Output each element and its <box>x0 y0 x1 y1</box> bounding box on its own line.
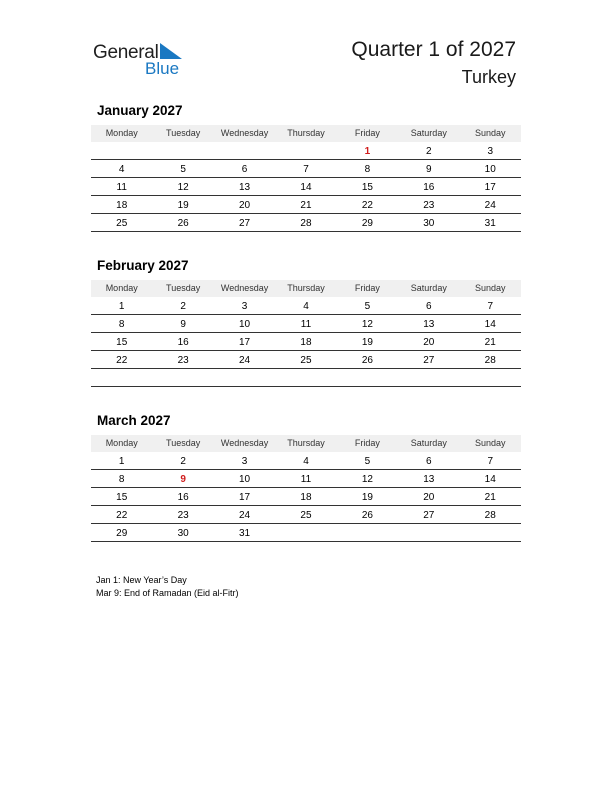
day-cell: 24 <box>238 510 251 521</box>
day-cell: 7 <box>303 164 309 175</box>
day-cell: 31 <box>238 528 251 539</box>
day-cell: 20 <box>423 492 435 503</box>
empty-day-cell <box>275 142 336 159</box>
week-row <box>91 315 521 333</box>
day-cell: 24 <box>484 200 496 211</box>
day-cell: 9 <box>426 164 432 175</box>
day-cell: 11 <box>300 319 312 330</box>
day-cell: 15 <box>361 182 373 193</box>
week-row <box>91 470 521 488</box>
day-cell: 9 <box>180 474 186 485</box>
day-cell: 11 <box>116 182 127 193</box>
day-cell: 30 <box>177 528 189 539</box>
month-title: March 2027 <box>97 413 171 428</box>
week-row <box>91 524 521 542</box>
day-cell: 23 <box>177 355 189 366</box>
day-cell: 23 <box>423 200 435 211</box>
empty-day-cell <box>214 369 275 386</box>
week-grid <box>91 297 521 387</box>
day-cell: 28 <box>484 510 496 521</box>
month-title: January 2027 <box>97 103 183 118</box>
day-cell: 13 <box>423 319 435 330</box>
day-cell: 28 <box>300 218 312 229</box>
week-row <box>91 196 521 214</box>
day-cell: 23 <box>177 510 189 521</box>
day-cell: 16 <box>177 337 189 348</box>
day-cell: 5 <box>364 456 371 467</box>
day-cell: 21 <box>484 337 496 348</box>
day-cell: 7 <box>487 301 494 312</box>
day-cell: 17 <box>238 337 251 348</box>
week-row <box>91 178 521 196</box>
empty-day-cell <box>275 524 336 541</box>
day-cell: 2 <box>180 456 186 467</box>
day-cell: 22 <box>361 200 373 211</box>
day-cell: 4 <box>118 164 125 175</box>
day-cell: 26 <box>361 355 373 366</box>
day-cell: 19 <box>361 492 373 503</box>
empty-day-cell <box>460 369 521 386</box>
brand-logo <box>93 40 193 80</box>
day-cell: 9 <box>180 319 186 330</box>
empty-day-cell <box>275 369 336 386</box>
weekday-label: Friday <box>354 128 380 138</box>
day-cell: 10 <box>238 319 251 330</box>
empty-day-cell <box>91 142 152 159</box>
day-cell: 17 <box>484 182 496 193</box>
week-row <box>91 506 521 524</box>
weekday-label: Saturday <box>410 283 447 293</box>
day-cell: 19 <box>177 200 189 211</box>
day-cell: 12 <box>361 319 373 330</box>
week-row <box>91 297 521 315</box>
day-cell: 21 <box>300 200 312 211</box>
day-cell: 6 <box>241 164 248 175</box>
week-row <box>91 488 521 506</box>
empty-day-cell <box>337 369 398 386</box>
week-grid <box>91 142 521 232</box>
weekday-label: Monday <box>105 438 138 448</box>
day-cell: 27 <box>423 510 435 521</box>
day-cell: 20 <box>238 200 251 211</box>
day-cell: 20 <box>423 337 435 348</box>
month-march <box>91 413 521 542</box>
empty-day-cell <box>91 369 152 386</box>
weekday-label: Friday <box>354 438 380 448</box>
day-cell: 31 <box>484 218 496 229</box>
weekday-label: Monday <box>105 128 138 138</box>
day-cell: 6 <box>426 456 432 467</box>
day-cell: 27 <box>423 355 435 366</box>
day-cell: 18 <box>300 337 312 348</box>
day-cell: 16 <box>423 182 435 193</box>
day-cell: 15 <box>116 337 128 348</box>
day-cell: 26 <box>177 218 189 229</box>
weekday-header <box>91 125 521 142</box>
day-cell: 28 <box>484 355 496 366</box>
weekday-label: Wednesday <box>220 438 269 448</box>
page-title: Quarter 1 of 2027 <box>351 38 516 61</box>
day-cell: 12 <box>361 474 373 485</box>
day-cell: 14 <box>300 182 312 193</box>
day-cell: 1 <box>118 301 125 312</box>
holiday-note: Mar 9: End of Ramadan (Eid al-Fitr) <box>96 588 239 598</box>
week-row <box>91 369 521 387</box>
weekday-label: Wednesday <box>220 283 269 293</box>
week-row <box>91 160 521 178</box>
day-cell: 13 <box>238 182 251 193</box>
day-cell: 22 <box>116 510 128 521</box>
day-cell: 12 <box>177 182 189 193</box>
day-cell: 17 <box>238 492 251 503</box>
day-cell: 2 <box>180 301 186 312</box>
weekday-label: Thursday <box>287 438 325 448</box>
weekday-label: Saturday <box>410 128 447 138</box>
day-cell: 6 <box>426 301 432 312</box>
day-cell: 1 <box>364 146 371 157</box>
weekday-label: Tuesday <box>166 128 201 138</box>
day-cell: 19 <box>361 337 373 348</box>
weekday-label: Sunday <box>474 438 506 448</box>
page-subtitle: Turkey <box>461 67 516 87</box>
day-cell: 5 <box>364 301 371 312</box>
day-cell: 4 <box>303 456 309 467</box>
day-cell: 3 <box>241 456 248 467</box>
weekday-header <box>91 280 521 297</box>
weekday-label: Sunday <box>474 283 506 293</box>
weekday-label: Monday <box>105 283 138 293</box>
week-row <box>91 214 521 232</box>
day-cell: 25 <box>300 510 312 521</box>
empty-day-cell <box>398 369 459 386</box>
day-cell: 16 <box>177 492 189 503</box>
weekday-label: Wednesday <box>220 128 269 138</box>
month-february <box>91 258 521 387</box>
day-cell: 14 <box>484 474 496 485</box>
day-cell: 15 <box>116 492 128 503</box>
logo-general-text: General <box>93 42 159 63</box>
day-cell: 3 <box>487 146 494 157</box>
month-title: February 2027 <box>97 258 189 273</box>
day-cell: 18 <box>300 492 312 503</box>
day-cell: 7 <box>487 456 494 467</box>
day-cell: 10 <box>484 164 496 175</box>
weekday-label: Friday <box>354 283 380 293</box>
empty-day-cell <box>152 369 213 386</box>
day-cell: 8 <box>118 319 125 330</box>
day-cell: 24 <box>238 355 251 366</box>
day-cell: 25 <box>116 218 128 229</box>
weekday-label: Tuesday <box>166 283 201 293</box>
weekday-label: Tuesday <box>166 438 201 448</box>
holiday-note: Jan 1: New Year’s Day <box>96 575 187 585</box>
day-cell: 18 <box>116 200 128 211</box>
weekday-label: Thursday <box>287 128 325 138</box>
logo-blue-text: Blue <box>145 59 180 78</box>
weekday-label: Thursday <box>287 283 325 293</box>
day-cell: 29 <box>361 218 373 229</box>
empty-day-cell <box>337 524 398 541</box>
day-cell: 8 <box>118 474 125 485</box>
day-cell: 29 <box>116 528 128 539</box>
week-row <box>91 452 521 470</box>
day-cell: 21 <box>484 492 496 503</box>
month-january <box>91 103 521 232</box>
day-cell: 22 <box>116 355 128 366</box>
day-cell: 13 <box>423 474 435 485</box>
day-cell: 2 <box>426 146 432 157</box>
empty-day-cell <box>460 524 521 541</box>
day-cell: 8 <box>364 164 371 175</box>
weekday-label: Sunday <box>474 128 506 138</box>
weekday-header <box>91 435 521 452</box>
day-cell: 27 <box>238 218 251 229</box>
day-cell: 26 <box>361 510 373 521</box>
weekday-label: Saturday <box>410 438 447 448</box>
day-cell: 11 <box>300 474 312 485</box>
empty-day-cell <box>398 524 459 541</box>
holiday-notes <box>96 574 239 600</box>
day-cell: 25 <box>300 355 312 366</box>
day-cell: 10 <box>238 474 251 485</box>
logo-triangle-icon <box>160 43 182 59</box>
week-row <box>91 142 521 160</box>
week-grid <box>91 452 521 542</box>
day-cell: 1 <box>118 456 125 467</box>
week-row <box>91 351 521 369</box>
empty-day-cell <box>214 142 275 159</box>
day-cell: 14 <box>484 319 496 330</box>
day-cell: 30 <box>423 218 435 229</box>
week-row <box>91 333 521 351</box>
empty-day-cell <box>152 142 213 159</box>
day-cell: 5 <box>180 164 186 175</box>
day-cell: 3 <box>241 301 248 312</box>
day-cell: 4 <box>303 301 309 312</box>
